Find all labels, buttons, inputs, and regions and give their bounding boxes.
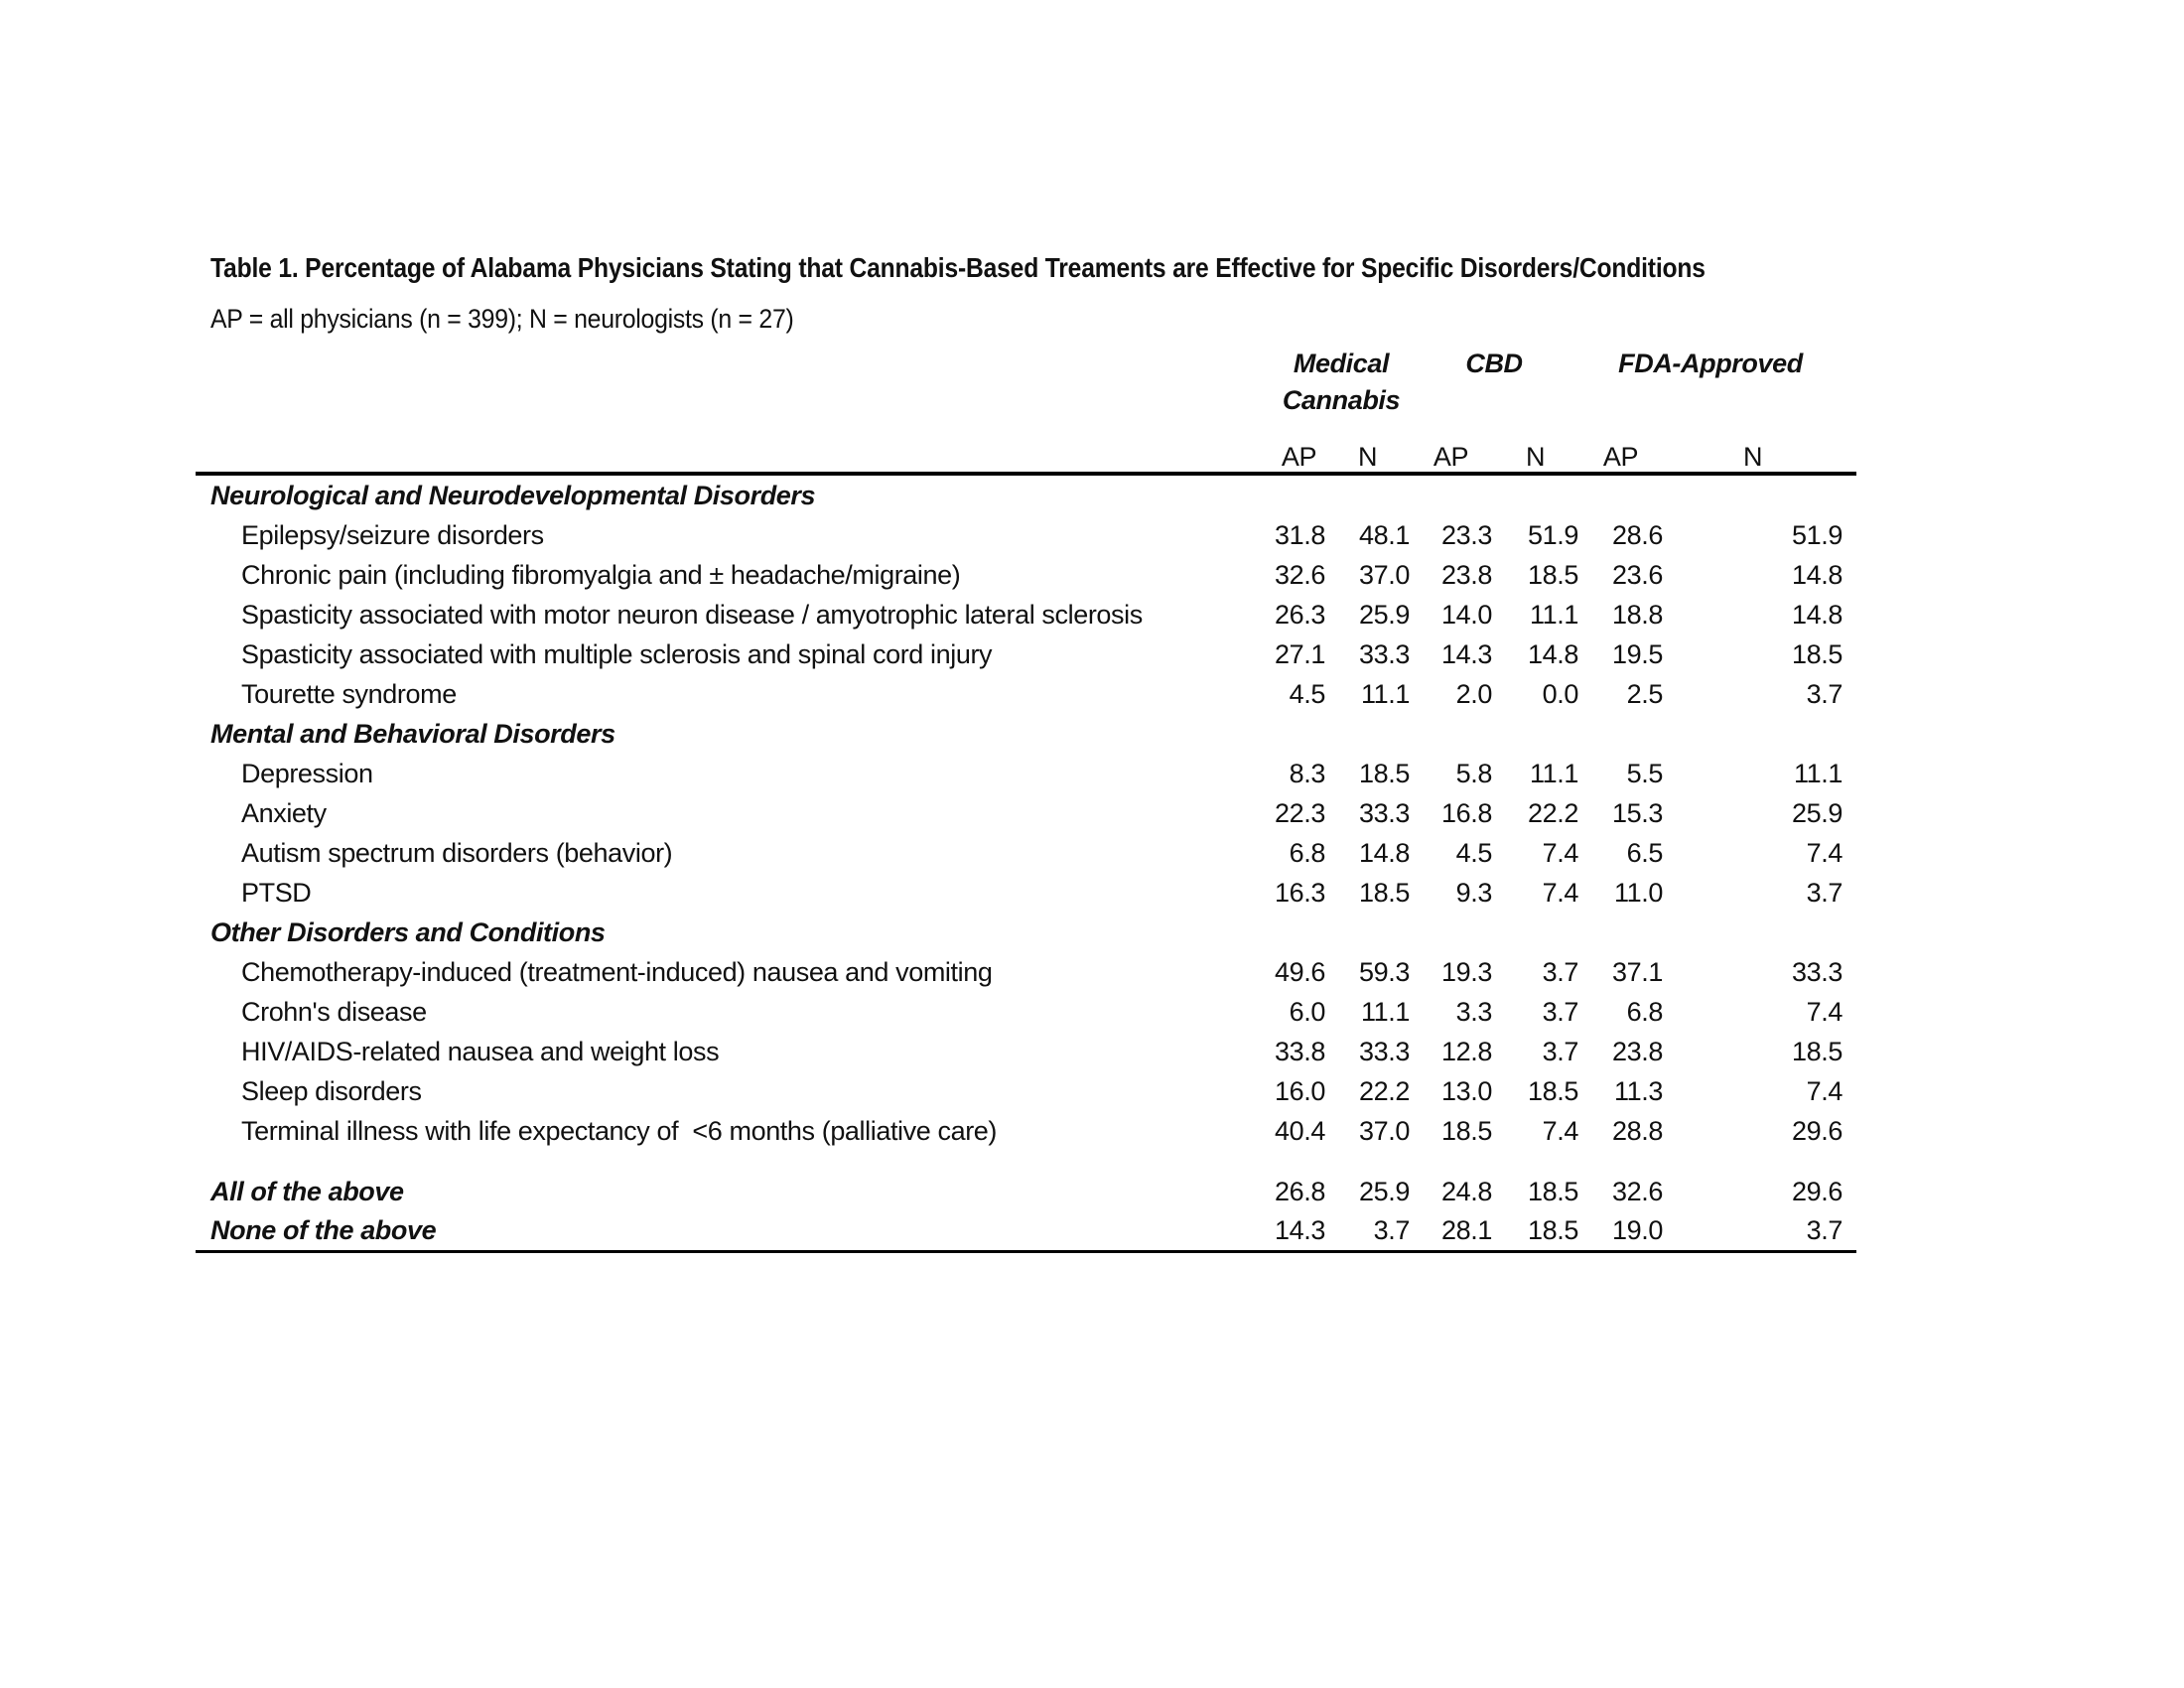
cell-value: 37.0 bbox=[1359, 559, 1410, 590]
column-group-header-row bbox=[196, 346, 1856, 442]
row-label: Spasticity associated with motor neuron disease / amyotrophic lateral sclerosis bbox=[241, 599, 1143, 630]
cell-value: 25.9 bbox=[1359, 599, 1410, 630]
table-row bbox=[196, 952, 1856, 992]
cell-value: 22.3 bbox=[1275, 797, 1325, 828]
row-label: Terminal illness with life expectancy of <6 months (palliative care) bbox=[241, 1115, 997, 1146]
cell-value: 5.8 bbox=[1455, 758, 1492, 788]
subheader-ap: AP bbox=[1602, 442, 1639, 472]
cell-value: 3.7 bbox=[1542, 1036, 1578, 1066]
cell-value: 25.9 bbox=[1792, 797, 1843, 828]
cell-value: 14.8 bbox=[1792, 559, 1843, 590]
cell-value: 16.3 bbox=[1275, 877, 1325, 908]
column-group-cbd: CBD bbox=[1465, 349, 1523, 378]
row-label: Epilepsy/seizure disorders bbox=[241, 519, 544, 550]
cell-value: 14.8 bbox=[1792, 599, 1843, 630]
row-label: Anxiety bbox=[241, 797, 327, 828]
cell-value: 23.8 bbox=[1441, 559, 1492, 590]
cell-value: 18.5 bbox=[1441, 1115, 1492, 1146]
cell-value: 6.0 bbox=[1289, 996, 1325, 1027]
table-row bbox=[196, 833, 1856, 873]
cell-value: 3.7 bbox=[1806, 1215, 1843, 1245]
row-label: PTSD bbox=[241, 877, 312, 908]
cell-value: 14.3 bbox=[1441, 638, 1492, 669]
row-label: Sleep disorders bbox=[241, 1075, 422, 1106]
subheader-n: N bbox=[1525, 442, 1546, 472]
cell-value: 4.5 bbox=[1289, 678, 1325, 709]
cell-value: 29.6 bbox=[1792, 1177, 1843, 1206]
cell-value: 26.3 bbox=[1275, 599, 1325, 630]
cell-value: 14.8 bbox=[1528, 638, 1578, 669]
section-header: Other Disorders and Conditions bbox=[210, 916, 606, 947]
row-label: Crohn's disease bbox=[241, 996, 427, 1027]
cell-value: 33.3 bbox=[1359, 1036, 1410, 1066]
table-row bbox=[196, 1071, 1856, 1111]
table-row bbox=[196, 515, 1856, 555]
subheader-ap: AP bbox=[1433, 442, 1469, 472]
section-header-row bbox=[196, 714, 1856, 754]
cell-value: 51.9 bbox=[1792, 519, 1843, 550]
table-row bbox=[196, 1111, 1856, 1151]
table-row bbox=[196, 873, 1856, 913]
table-row bbox=[196, 634, 1856, 674]
cell-value: 11.1 bbox=[1530, 758, 1578, 788]
cell-value: 48.1 bbox=[1359, 519, 1410, 550]
cell-value: 18.5 bbox=[1528, 1177, 1578, 1206]
table-row bbox=[196, 674, 1856, 714]
cell-value: 7.4 bbox=[1806, 1075, 1843, 1106]
cell-value: 7.4 bbox=[1542, 837, 1578, 868]
cell-value: 59.3 bbox=[1359, 956, 1410, 987]
label-column-spacer bbox=[196, 442, 1273, 472]
cell-value: 33.8 bbox=[1275, 1036, 1325, 1066]
cell-value: 16.0 bbox=[1275, 1075, 1325, 1106]
row-label: Depression bbox=[241, 758, 373, 788]
row-label: Spasticity associated with multiple sclerosis and spinal cord injury bbox=[241, 638, 993, 669]
cell-value: 28.1 bbox=[1441, 1215, 1492, 1245]
cell-value: 18.5 bbox=[1792, 1036, 1843, 1066]
cell-value: 18.5 bbox=[1528, 1075, 1578, 1106]
cell-value: 28.6 bbox=[1612, 519, 1663, 550]
cell-value: 7.4 bbox=[1542, 877, 1578, 908]
subheader-n: N bbox=[1357, 442, 1378, 472]
cell-value: 23.8 bbox=[1612, 1036, 1663, 1066]
table-row bbox=[196, 1032, 1856, 1071]
section-header-row bbox=[196, 913, 1856, 952]
cell-value: 33.3 bbox=[1359, 797, 1410, 828]
cell-value: 33.3 bbox=[1792, 956, 1843, 987]
table-row bbox=[196, 595, 1856, 634]
table-row bbox=[196, 793, 1856, 833]
cell-value: 15.3 bbox=[1612, 797, 1663, 828]
table-row bbox=[196, 754, 1856, 793]
cell-value: 6.5 bbox=[1626, 837, 1663, 868]
table-row bbox=[196, 555, 1856, 595]
cell-value: 32.6 bbox=[1275, 559, 1325, 590]
cell-value: 31.8 bbox=[1275, 519, 1325, 550]
subheader-n: N bbox=[1742, 442, 1763, 472]
summary-row-label: None of the above bbox=[210, 1215, 437, 1245]
summary-gap bbox=[196, 1151, 1856, 1173]
table-legend: AP = all physicians (n = 399); N = neurologists (n = 27) bbox=[210, 304, 794, 334]
cell-value: 19.0 bbox=[1612, 1215, 1663, 1245]
cell-value: 0.0 bbox=[1542, 678, 1578, 709]
column-subheader-row bbox=[196, 442, 1856, 472]
cell-value: 3.7 bbox=[1542, 996, 1578, 1027]
summary-row bbox=[196, 1173, 1856, 1211]
section-header: Neurological and Neurodevelopmental Disorders bbox=[210, 480, 816, 510]
cell-value: 18.5 bbox=[1359, 758, 1410, 788]
cell-value: 18.5 bbox=[1792, 638, 1843, 669]
table-bottom-rule bbox=[196, 1250, 1856, 1253]
cell-value: 28.8 bbox=[1612, 1115, 1663, 1146]
row-label: Tourette syndrome bbox=[241, 678, 457, 709]
cell-value: 25.9 bbox=[1359, 1177, 1410, 1206]
cell-value: 37.0 bbox=[1359, 1115, 1410, 1146]
table-title: Table 1. Percentage of Alabama Physicians Stating that Cannabis-Based Treaments are Effective for Specific Disorders/Conditions bbox=[210, 252, 1706, 283]
cell-value: 7.4 bbox=[1806, 996, 1843, 1027]
cell-value: 13.0 bbox=[1441, 1075, 1492, 1106]
cell-value: 9.3 bbox=[1455, 877, 1492, 908]
cell-value: 6.8 bbox=[1289, 837, 1325, 868]
cell-value: 27.1 bbox=[1275, 638, 1325, 669]
cell-value: 7.4 bbox=[1542, 1115, 1578, 1146]
cell-value: 6.8 bbox=[1626, 996, 1663, 1027]
cell-value: 3.3 bbox=[1455, 996, 1492, 1027]
table-body bbox=[196, 476, 1856, 1151]
cell-value: 11.1 bbox=[1794, 758, 1843, 788]
cell-value: 5.5 bbox=[1626, 758, 1663, 788]
cell-value: 14.8 bbox=[1359, 837, 1410, 868]
row-label: Autism spectrum disorders (behavior) bbox=[241, 837, 673, 868]
cell-value: 23.3 bbox=[1441, 519, 1492, 550]
cell-value: 3.7 bbox=[1373, 1215, 1410, 1245]
cell-value: 14.3 bbox=[1275, 1215, 1325, 1245]
column-group-fda-approved: FDA-Approved bbox=[1618, 349, 1803, 378]
cell-value: 26.8 bbox=[1275, 1177, 1325, 1206]
data-table bbox=[196, 346, 1856, 1253]
cell-value: 11.1 bbox=[1530, 599, 1578, 630]
cell-value: 32.6 bbox=[1612, 1177, 1663, 1206]
cell-value: 18.5 bbox=[1359, 877, 1410, 908]
table-row bbox=[196, 992, 1856, 1032]
cell-value: 4.5 bbox=[1455, 837, 1492, 868]
column-group-medical-cannabis: Medical Cannabis bbox=[1282, 349, 1401, 415]
cell-value: 33.3 bbox=[1359, 638, 1410, 669]
cell-value: 18.8 bbox=[1612, 599, 1663, 630]
section-header: Mental and Behavioral Disorders bbox=[210, 718, 615, 749]
cell-value: 11.0 bbox=[1614, 877, 1663, 908]
row-label: HIV/AIDS-related nausea and weight loss bbox=[241, 1036, 720, 1066]
cell-value: 22.2 bbox=[1528, 797, 1578, 828]
cell-value: 29.6 bbox=[1792, 1115, 1843, 1146]
cell-value: 2.0 bbox=[1455, 678, 1492, 709]
cell-value: 11.3 bbox=[1614, 1075, 1663, 1106]
row-label: Chronic pain (including fibromyalgia and ± headache/migraine) bbox=[241, 559, 961, 590]
cell-value: 3.7 bbox=[1806, 877, 1843, 908]
cell-value: 18.5 bbox=[1528, 1215, 1578, 1245]
cell-value: 11.1 bbox=[1361, 678, 1410, 709]
cell-value: 18.5 bbox=[1528, 559, 1578, 590]
subheader-ap: AP bbox=[1281, 442, 1317, 472]
cell-value: 24.8 bbox=[1441, 1177, 1492, 1206]
cell-value: 3.7 bbox=[1806, 678, 1843, 709]
cell-value: 16.8 bbox=[1441, 797, 1492, 828]
cell-value: 23.6 bbox=[1612, 559, 1663, 590]
summary-row-label: All of the above bbox=[210, 1177, 404, 1206]
row-label: Chemotherapy-induced (treatment-induced) nausea and vomiting bbox=[241, 956, 993, 987]
cell-value: 51.9 bbox=[1528, 519, 1578, 550]
cell-value: 19.5 bbox=[1612, 638, 1663, 669]
cell-value: 37.1 bbox=[1612, 956, 1663, 987]
cell-value: 14.0 bbox=[1441, 599, 1492, 630]
cell-value: 2.5 bbox=[1626, 678, 1663, 709]
cell-value: 7.4 bbox=[1806, 837, 1843, 868]
cell-value: 40.4 bbox=[1275, 1115, 1325, 1146]
cell-value: 49.6 bbox=[1275, 956, 1325, 987]
summary-row bbox=[196, 1211, 1856, 1250]
cell-value: 12.8 bbox=[1441, 1036, 1492, 1066]
summary-rows bbox=[196, 1173, 1856, 1250]
section-header-row bbox=[196, 476, 1856, 515]
cell-value: 22.2 bbox=[1359, 1075, 1410, 1106]
cell-value: 3.7 bbox=[1542, 956, 1578, 987]
cell-value: 19.3 bbox=[1441, 956, 1492, 987]
cell-value: 11.1 bbox=[1361, 996, 1410, 1027]
cell-value: 8.3 bbox=[1289, 758, 1325, 788]
